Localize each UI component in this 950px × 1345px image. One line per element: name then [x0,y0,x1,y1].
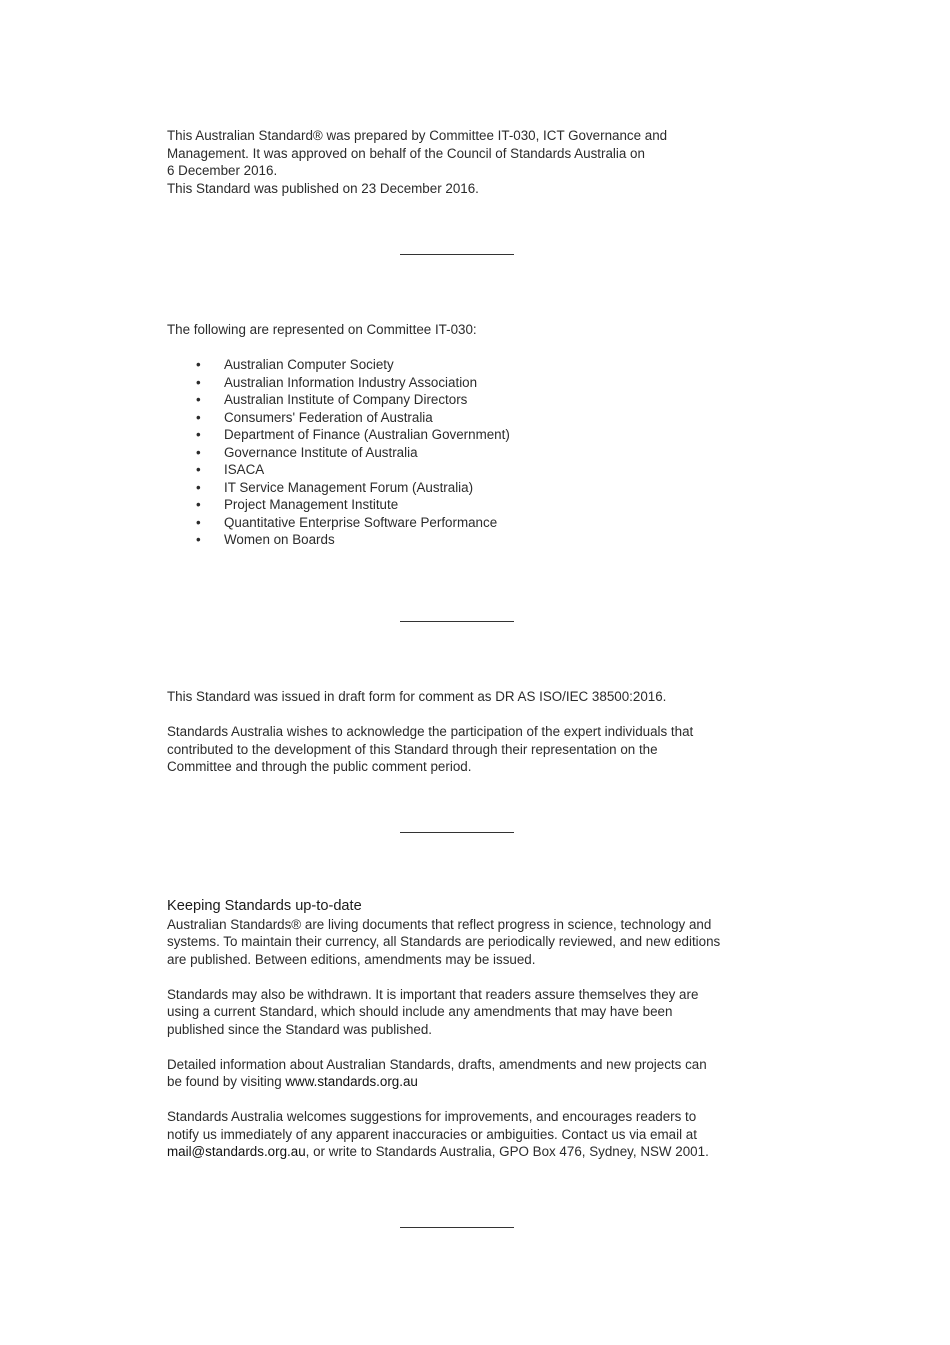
bullet-icon: • [196,444,201,460]
approval-line-1: This Australian Standard® was prepared by Committee IT-030, ICT Governance and [167,128,668,143]
paragraph-line: mail@standards.org.au, or write to Standards Australia, GPO Box 476, Sydney, NSW 2001. [167,1144,709,1159]
website-link[interactable]: www.standards.org.au [285,1074,418,1089]
draft-section [167,688,767,776]
list-item: • Project Management Institute [196,497,399,512]
acknowledgement-line-3: Committee and through the public comment period. [167,759,472,774]
bullet-icon: • [196,427,201,442]
paragraph-line: Standards Australia welcomes suggestions for improvements, and encourages readers to [167,1109,697,1124]
bullet-icon: • [196,462,201,477]
paragraph-line: notify us immediately of any apparent inaccuracies or ambiguities. Contact us via email at [167,1126,697,1142]
paragraph-line: systems. To maintain their currency, all Standards are periodically reviewed, and new editions [167,934,721,949]
paragraph-line: using a current Standard, which should include any amendments that may have been [167,1004,673,1019]
list-item: • IT Service Management Forum (Australia) [196,479,474,495]
list-item: • Australian Information Industry Association [196,374,478,390]
approval-line-2: Management. It was approved on behalf of the Council of Standards Australia on [167,145,645,161]
list-item: • Women on Boards [196,532,335,547]
section-divider [400,832,514,833]
bullet-icon: • [196,514,201,530]
section-divider [400,621,514,622]
paragraph-line: are published. Between editions, amendments may be issued. [167,951,536,967]
committee-section [167,321,767,549]
keeping-standards-section [167,898,787,1161]
acknowledgement-line-2: contributed to the development of this Standard through their representation on the [167,741,658,757]
list-item: • Australian Institute of Company Directors [196,392,468,407]
bullet-icon: • [196,479,201,495]
paragraph-line: published since the Standard was published. [167,1021,433,1037]
paragraph-line: be found by visiting www.standards.org.au [167,1074,418,1089]
email-link[interactable]: mail@standards.org.au [167,1144,306,1159]
list-item: • Quantitative Enterprise Software Performance [196,514,498,530]
approval-section [167,127,767,197]
committee-member-list [167,356,767,549]
list-item: • Department of Finance (Australian Government) [196,427,510,442]
list-item: • ISACA [196,462,265,477]
section-heading: Keeping Standards up-to-date [167,898,362,914]
section-divider [400,1227,514,1228]
draft-note: This Standard was issued in draft form for comment as DR AS ISO/IEC 38500:2016. [167,689,667,704]
publication-line: This Standard was published on 23 December 2016. [167,180,479,196]
list-item: • Australian Computer Society [196,357,394,372]
bullet-icon: • [196,409,201,425]
paragraph-line: Australian Standards® are living documents that reflect progress in science, technology and [167,916,712,932]
section-divider [400,254,514,255]
paragraph-line: Detailed information about Australian Standards, drafts, amendments and new projects can [167,1056,707,1072]
list-item: • Consumers' Federation of Australia [196,409,433,425]
approval-line-3: 6 December 2016. [167,163,278,178]
bullet-icon: • [196,497,201,512]
paragraph-line: Standards may also be withdrawn. It is important that readers assure themselves they are [167,986,699,1002]
acknowledgement-line-1: Standards Australia wishes to acknowledge the participation of the expert individuals that [167,724,694,739]
committee-intro: The following are represented on Committee IT-030: [167,322,477,337]
bullet-icon: • [196,532,201,547]
bullet-icon: • [196,392,201,407]
bullet-icon: • [196,357,201,372]
bullet-icon: • [196,374,201,390]
list-item: • Governance Institute of Australia [196,444,418,460]
